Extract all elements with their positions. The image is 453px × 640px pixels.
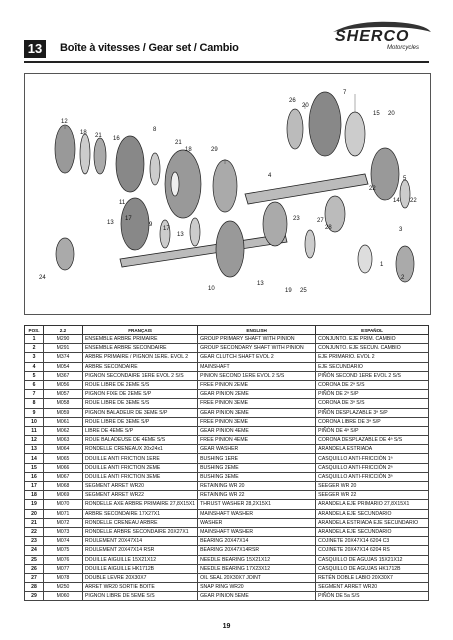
table-cell: CORONA LIBRE DE 3ª S/P (316, 417, 429, 426)
table-cell: M069 (44, 491, 83, 500)
table-cell: M250 (44, 583, 83, 592)
table-cell: 8 (25, 399, 44, 408)
callout-label: 8 (153, 127, 157, 133)
table-cell: M374 (44, 353, 83, 362)
table-body (25, 335, 429, 601)
table-cell: ENSEMBLE ARBRE PRIMAIRE (83, 335, 198, 344)
table-cell: COJINETE 20X47X14 6204 C3 (316, 537, 429, 546)
table-cell: 15 (25, 463, 44, 472)
table-row (25, 573, 429, 582)
table-cell: 7 (25, 390, 44, 399)
table-cell: RETÉN DOBLE LABIO 20X30X7 (316, 573, 429, 582)
table-cell: 12 (25, 436, 44, 445)
callout-label: 13 (107, 220, 114, 226)
table-row (25, 518, 429, 527)
section-number: 13 (24, 40, 46, 58)
table-cell: 27 (25, 573, 44, 582)
table-cell: 29 (25, 592, 44, 601)
table-cell: M367 (44, 371, 83, 380)
callout-label: 23 (293, 216, 300, 222)
table-cell: M060 (44, 592, 83, 601)
table-cell: GROUP SECONDARY SHAFT WITH PINION (198, 344, 316, 353)
table-cell: M064 (44, 445, 83, 454)
callout-label: 3 (399, 227, 403, 233)
table-cell: GEAR PINION 4EME (198, 426, 316, 435)
callout-label: 27 (317, 218, 324, 224)
table-cell: CONJUNTO. EJE SECUN. CAMBIO (316, 344, 429, 353)
table-row (25, 436, 429, 445)
table-cell: SEEGER WR 20 (316, 482, 429, 491)
table-cell: M075 (44, 546, 83, 555)
table-cell: 13 (25, 445, 44, 454)
column-header: ENGLISH (198, 326, 316, 335)
table-cell: PIÑÓN DESPLAZABLE 3ª S/P (316, 408, 429, 417)
table-cell: CORONA DE 3ª S/S (316, 399, 429, 408)
table-cell: M070 (44, 500, 83, 509)
table-row (25, 390, 429, 399)
table-cell: PIÑÓN DE 4ª S/P (316, 426, 429, 435)
callout-label: 16 (113, 136, 120, 142)
callout-label: 25 (300, 288, 307, 294)
table-cell: ARANDELA EJE PRIMARIO 27,8X15X1 (316, 500, 429, 509)
table-row (25, 335, 429, 344)
parts-table (24, 325, 429, 601)
table-row (25, 472, 429, 481)
column-header: FRANÇAIS (83, 326, 198, 335)
table-cell: M065 (44, 454, 83, 463)
table-row (25, 454, 429, 463)
table-row (25, 546, 429, 555)
callout-label: 21 (95, 133, 102, 139)
table-cell: 11 (25, 426, 44, 435)
table-cell: PIÑÓN DE 2ª S/P (316, 390, 429, 399)
table-cell: M061 (44, 417, 83, 426)
table-cell: EJE PRIMARIO. EVOL 2 (316, 353, 429, 362)
table-cell: CORONA DESPLAZABLE DE 4ª S/S (316, 436, 429, 445)
table-cell: BUSHING 3EME (198, 472, 316, 481)
table-row (25, 509, 429, 518)
table-cell: ROUE LIBRE DE 3EME S/S (83, 399, 198, 408)
table-cell: RONDELLE CRENEAU ARBRE (83, 518, 198, 527)
table-cell: LIBRE DE 4EME S/P (83, 426, 198, 435)
table-row (25, 353, 429, 362)
callout-label: 22 (410, 198, 417, 204)
column-header: ESPAÑOL (316, 326, 429, 335)
table-cell: 1 (25, 335, 44, 344)
table-cell: 4 (25, 362, 44, 371)
table-row (25, 399, 429, 408)
callout-label: 26 (289, 98, 296, 104)
table-cell: 2 (25, 344, 44, 353)
table-cell: PIGNON BALADEUR DE 3EME S/P (83, 408, 198, 417)
table-cell: M077 (44, 564, 83, 573)
table-cell: MAINSHAFT WASHER (198, 527, 316, 536)
table-cell: DOUILLE ANTI FRICTION 2EME (83, 463, 198, 472)
table-cell: 26 (25, 564, 44, 573)
table-cell: SNAP RING WR20 (198, 583, 316, 592)
table-cell: 18 (25, 491, 44, 500)
callout-label: 13 (177, 232, 184, 238)
table-cell: CASQUILLO ANTI-FRICCIÓN 3ª (316, 472, 429, 481)
table-cell: RONDELLE CRENEAUX 20x24x1 (83, 445, 198, 454)
callout-label: 22 (369, 186, 376, 192)
callout-label: 4 (268, 173, 272, 179)
table-row (25, 344, 429, 353)
callout-label: 21 (175, 140, 182, 146)
callout-label: 12 (61, 119, 68, 125)
table-cell: ARBRE SECONDAIRE (83, 362, 198, 371)
table-cell: CASQUILLO DE AGUJAS 15X21X12 (316, 555, 429, 564)
table-cell: 16 (25, 472, 44, 481)
callout-label: 14 (393, 198, 400, 204)
table-cell: ARBRE PRIMAIRE / PIGNON 1ERE. EVOL 2 (83, 353, 198, 362)
table-cell: PIGNON FIXE DE 2EME S/P (83, 390, 198, 399)
column-header: POS. (25, 326, 44, 335)
table-cell: CONJUNTO. EJE PRIM. CAMBIO (316, 335, 429, 344)
callout-label: 17 (163, 226, 170, 232)
table-cell: PIGNON LIBRE DE 5EME S/S (83, 592, 198, 601)
callout-label: 13 (257, 281, 264, 287)
table-row (25, 555, 429, 564)
table-cell: SEGMENT ARRET WR20 (316, 583, 429, 592)
table-cell: 6 (25, 380, 44, 389)
table-cell: 25 (25, 555, 44, 564)
table-cell: 5 (25, 371, 44, 380)
table-cell: M058 (44, 399, 83, 408)
table-cell: PIGNON SECONDAIRE 1ERE EVOL 2 S/S (83, 371, 198, 380)
table-cell: MAINSHAFT WASHER (198, 509, 316, 518)
table-cell: NEEDLE BEARING 15X21X12 (198, 555, 316, 564)
callout-label: 9 (149, 222, 153, 228)
table-cell: ROUE LIBRE DE 2EME S/S (83, 380, 198, 389)
table-cell: M072 (44, 518, 83, 527)
table-cell: DOUILLE ANTI FRICTION 3EME (83, 472, 198, 481)
table-cell: BUSHING 2EME (198, 463, 316, 472)
table-cell: FREE PINION 3EME (198, 399, 316, 408)
table-cell: 9 (25, 408, 44, 417)
table-cell: CORONA DE 2ª S/S (316, 380, 429, 389)
table-cell: ARBRE SECONDAIRE 17X27X1 (83, 509, 198, 518)
table-row (25, 491, 429, 500)
table-cell: GROUP PRIMARY SHAFT WITH PINION (198, 335, 316, 344)
table-row (25, 527, 429, 536)
table-cell: SEGMENT ARRET WR22 (83, 491, 198, 500)
table-cell: M066 (44, 463, 83, 472)
table-cell: ARANDELA EJE SECUNDARIO (316, 509, 429, 518)
callout-label: 11 (119, 200, 126, 206)
table-cell: THRUST WASHER 28,2X15X1 (198, 500, 316, 509)
table-cell: ROUE BALADEUSE DE 4EME S/S (83, 436, 198, 445)
table-cell: 22 (25, 527, 44, 536)
table-cell: M071 (44, 509, 83, 518)
table-row (25, 537, 429, 546)
table-cell: M063 (44, 436, 83, 445)
callout-label: 5 (403, 176, 407, 182)
table-cell: M067 (44, 472, 83, 481)
table-cell: M054 (44, 362, 83, 371)
table-cell: RONDELLE AXE ARBRE PRIMAIRE 27,8X15X1 (83, 500, 198, 509)
exploded-diagram (24, 73, 431, 315)
table-cell: M076 (44, 555, 83, 564)
table-row (25, 564, 429, 573)
table-cell: RETAINING WR 20 (198, 482, 316, 491)
table-cell: 20 (25, 509, 44, 518)
table-row (25, 445, 429, 454)
table-cell: GEAR CLUTCH SHAFT EVOL 2 (198, 353, 316, 362)
table-cell: GEAR PINION 3EME (198, 408, 316, 417)
table-cell: FREE PINION 2EME (198, 380, 316, 389)
table-cell: PIÑÓN DE 5a S/S (316, 592, 429, 601)
callout-label: 19 (285, 288, 292, 294)
table-cell: BEARING 20X47X14RSR (198, 546, 316, 555)
table-cell: ROULEMENT 20X47X14 (83, 537, 198, 546)
table-row (25, 592, 429, 601)
table-cell: GEAR PINION 5EME (198, 592, 316, 601)
callout-label: 24 (39, 275, 46, 281)
table-cell: M056 (44, 380, 83, 389)
table-cell: M290 (44, 335, 83, 344)
title-divider (24, 61, 429, 63)
callout-label: 2 (401, 275, 405, 281)
page-title: Boîte à vitesses / Gear set / Cambio (60, 42, 239, 54)
table-cell: M078 (44, 573, 83, 582)
table-cell: RETAINING WR 22 (198, 491, 316, 500)
table-cell: GEAR PINION 2EME (198, 390, 316, 399)
callout-label: 10 (208, 286, 215, 292)
table-cell: ROULEMENT 20X47X14 RSR (83, 546, 198, 555)
table-cell: 14 (25, 454, 44, 463)
table-cell: BUSHING 1ERE (198, 454, 316, 463)
table-cell: CASQUILLO ANTI-FRICCIÓN 1ª (316, 454, 429, 463)
table-cell: DOUILLE AIGUILLE 15X21X12 (83, 555, 198, 564)
table-row (25, 426, 429, 435)
column-header: 2.2 (44, 326, 83, 335)
table-cell: M059 (44, 408, 83, 417)
table-cell: BEARING 20X47X14 (198, 537, 316, 546)
callout-label: 29 (211, 147, 218, 153)
table-cell: DOUILLE AIGUILLE HK1712B (83, 564, 198, 573)
table-cell: ARANDELA ESTRIADA (316, 445, 429, 454)
table-cell: M074 (44, 537, 83, 546)
table-row (25, 362, 429, 371)
table-row (25, 482, 429, 491)
table-cell: RONDELLE ARBRE SECONDAIRE 20X27X1 (83, 527, 198, 536)
table-cell: 23 (25, 537, 44, 546)
table-cell: CASQUILLO DE AGUJAS HK1712B (316, 564, 429, 573)
table-cell: WASHER (198, 518, 316, 527)
svg-text:Motorcycles: Motorcycles (387, 45, 420, 51)
callout-label: 28 (325, 225, 332, 231)
table-cell: COJINETE 20X47X14 6204 RS (316, 546, 429, 555)
table-row (25, 408, 429, 417)
table-cell: M062 (44, 426, 83, 435)
table-cell: 3 (25, 353, 44, 362)
table-cell: ARANDELA EJE SECUNDARIO (316, 527, 429, 536)
table-cell: 28 (25, 583, 44, 592)
table-cell: M291 (44, 344, 83, 353)
callout-label: 15 (373, 111, 380, 117)
callout-label: 20 (302, 103, 309, 109)
table-cell: CASQUILLO ANTI-FRICCIÓN 2ª (316, 463, 429, 472)
table-row (25, 417, 429, 426)
table-cell: FREE PINION 4EME (198, 436, 316, 445)
brand-logo (325, 18, 433, 52)
table-cell: NEEDLE BEARING 17X23X12 (198, 564, 316, 573)
callout-label: 20 (388, 111, 395, 117)
table-cell: 19 (25, 500, 44, 509)
table-cell: ARANDELA ESTRIADA EJE SECUNDARIO (316, 518, 429, 527)
table-cell: ROUE LIBRE DE 3EME S/P (83, 417, 198, 426)
table-cell: M073 (44, 527, 83, 536)
callout-label: 18 (80, 130, 87, 136)
table-cell: PINION SECOND 1ERE EVOL 2 S/S (198, 371, 316, 380)
table-cell: FREE PINION 3EME (198, 417, 316, 426)
table-cell: ENSEMBLE ARBRE SECONDAIRE (83, 344, 198, 353)
table-cell: PIÑÓN SECOND 1ERE EVOL 2 S/S (316, 371, 429, 380)
callout-label: 1 (380, 262, 384, 268)
table-header-row (25, 326, 429, 335)
svg-text:SHERCO: SHERCO (335, 28, 410, 45)
table-cell: 24 (25, 546, 44, 555)
table-cell: 17 (25, 482, 44, 491)
table-cell: DOUBLE LEVRE 20X30X7 (83, 573, 198, 582)
table-row (25, 583, 429, 592)
callout-label: 7 (343, 90, 347, 96)
callout-label: 17 (125, 216, 132, 222)
table-cell: DOUILLE ANTI FRICTION 1ERE (83, 454, 198, 463)
table-cell: 21 (25, 518, 44, 527)
table-cell: SEGMENT ARRET WR20 (83, 482, 198, 491)
table-cell: SEEGER WR 22 (316, 491, 429, 500)
callout-label: 18 (185, 147, 192, 153)
table-cell: M057 (44, 390, 83, 399)
table-cell: GEAR WASHER (198, 445, 316, 454)
table-cell: M068 (44, 482, 83, 491)
table-cell: ARRET WR20 SORTIE BOITE (83, 583, 198, 592)
table-row (25, 371, 429, 380)
table-cell: 10 (25, 417, 44, 426)
page-number: 19 (222, 623, 231, 630)
table-cell: OIL SEAL 20X30X7 JOINT (198, 573, 316, 582)
table-cell: EJE SECUNDARIO (316, 362, 429, 371)
table-cell: MAINSHAFT (198, 362, 316, 371)
table-row (25, 380, 429, 389)
table-row (25, 463, 429, 472)
table-row (25, 500, 429, 509)
